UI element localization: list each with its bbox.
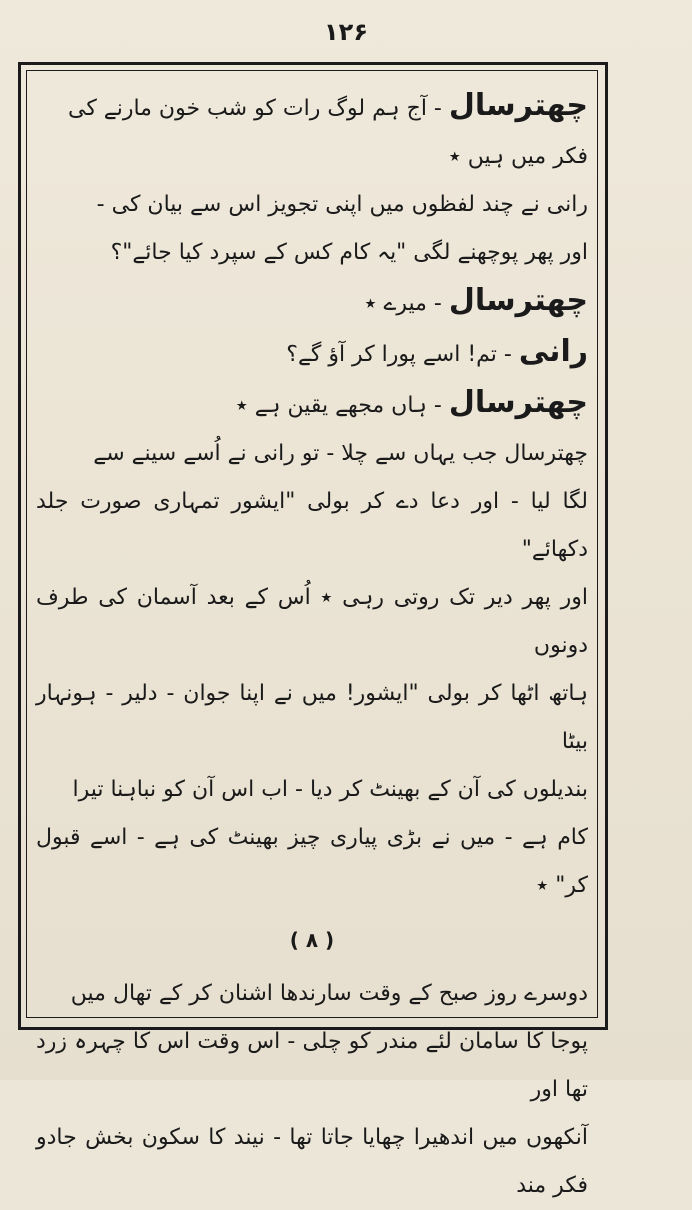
page-number: ۱۲۶ [324,18,368,46]
line-text: - ہاں مجھے یقین ہے ٭ [235,393,449,418]
text-line [36,379,588,430]
text-line [36,82,588,133]
text-line [36,328,588,379]
text-line: اور پھر پوچھنے لگی "یہ کام کس کے سپرد کیا جائے"؟ [110,240,588,265]
text-line: کام ہے - میں نے بڑی پیاری چیز بھینٹ کی ہے - اسے قبول کر" ٭ [36,825,588,898]
section-number: ( ۸ ) [289,928,335,952]
speaker-name: چھترسال [448,88,588,123]
line-text: - میرے ٭ [364,291,449,316]
text-line [36,277,588,328]
text-line: چھترسال جب یہاں سے چلا - تو رانی نے اُسے سینے سے [93,441,588,466]
text-line: ہاتھ اٹھا کر بولی "ایشور! میں نے اپنا جوان - دلیر - ہونہار بیٹا [36,681,588,754]
speaker-name: چھترسال [448,385,588,420]
speaker-name: چھترسال [448,283,588,318]
text-line: فکر میں ہیں ٭ [448,144,588,169]
text-line: اور پھر دیر تک روتی رہی ٭ اُس کے بعد آسمان کی طرف دونوں [36,585,588,658]
text-line: پوجا کا سامان لئے مندر کو چلی - اس وقت اس کا چہرہ زرد تھا اور [36,1029,588,1102]
speaker-name: رانی [518,334,588,369]
text-line: لگا لیا - اور دعا دے کر بولی "ایشور تمہاری صورت جلد دکھائے" [36,489,588,562]
body-text [36,82,588,1210]
text-line: دوسرے روز صبح کے وقت سارندھا اشنان کر کے تھال میں [70,981,588,1006]
text-line: آنکھوں میں اندھیرا چھایا جاتا تھا - نیند کا سکون بخش جادو فکر مند [36,1125,588,1198]
text-line: رانی نے چند لفظوں میں اپنی تجویز اس سے بیان کی - [96,192,588,217]
line-text: - تم! اسے پورا کر آؤ گے؟ [286,342,519,367]
text-line: بندیلوں کی آن کے بھینٹ کر دیا - اب اس آن کو نباہنا تیرا [72,777,588,802]
line-text: - آج ہم لوگ رات کو شب خون مارنے کی [68,96,449,121]
